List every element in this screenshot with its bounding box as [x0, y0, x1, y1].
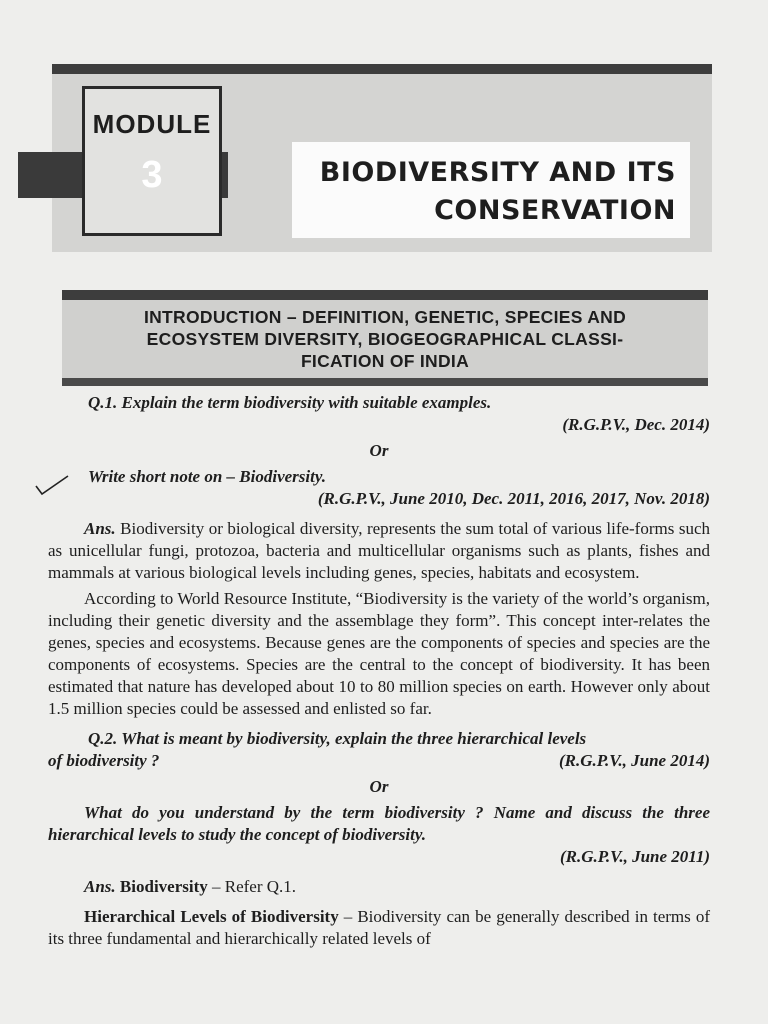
section-title-line1: INTRODUCTION – DEFINITION, GENETIC, SPECIES AND — [143, 307, 627, 327]
q2-alt-question: What do you understand by the term biodiversity ? Name and discuss the three hierarchical levels to study the concept of biodiversity. — [48, 803, 710, 844]
q1-answer-text: Biodiversity or biological diversity, represents the sum total of various life-forms such as unicellular fungi, protozoa, bacteria and multicellular organisms such as plants, fishes and mammals at various biological levels including genes, species, habitats and ecosystem. — [48, 519, 710, 582]
q2-answer-term: Biodiversity — [119, 877, 208, 896]
module-title-line1: BIODIVERSITY AND ITS — [319, 157, 676, 188]
section-title — [62, 306, 708, 372]
q1-answer — [48, 518, 710, 584]
q1-answer-label: Ans. — [84, 519, 116, 538]
module-title-line2: CONSERVATION — [434, 195, 676, 226]
q1-paragraph-2: According to World Resource Institute, “Biodiversity is the variety of the world’s organism, including their genetic diversity and the assemblage they form”. This concept inter-relates the genes, species and ecosystems. Because genes are the components of species and species are the components of ecosystems. Species are the central to the concept of biodiversity. It has been estimated that nature has developed about 10 to 80 million species on earth. However only about 1.5 million species could be assessed and enlisted so far. — [48, 589, 710, 718]
q2-hierarchy-paragraph — [48, 906, 710, 950]
q2-alt-reference: (R.G.P.V., June 2011) — [559, 847, 710, 866]
module-title-box — [292, 142, 690, 238]
module-number: 3 — [141, 154, 163, 196]
module-title — [296, 154, 676, 230]
q2-or: Or — [369, 777, 389, 796]
q2-hierarchy-text: – Biodiversity can be generally described in terms of its three fundamental and hierarchically related levels of — [48, 907, 710, 948]
module-banner — [52, 64, 712, 252]
q2-reference: (R.G.P.V., June 2014) — [559, 751, 710, 770]
q1-or: Or — [369, 441, 389, 460]
page-content — [48, 392, 710, 950]
q1-question: Q.1. Explain the term biodiversity with suitable examples. — [88, 393, 492, 412]
q1-alt-reference: (R.G.P.V., June 2010, Dec. 2011, 2016, 2017, Nov. 2018) — [317, 489, 710, 508]
q2-answer-text: – Refer Q.1. — [207, 877, 297, 896]
section-title-line3: FICATION OF INDIA — [300, 351, 470, 371]
section-title-line2: ECOSYSTEM DIVERSITY, BIOGEOGRAPHICAL CLASSI- — [146, 329, 624, 349]
q2-answer-label: Ans. — [84, 877, 116, 896]
module-label: MODULE — [92, 109, 212, 139]
q2-question-line1: Q.2. What is meant by biodiversity, explain the three hierarchical levels — [88, 729, 587, 748]
q1-alt-question: Write short note on – Biodiversity. — [88, 467, 327, 486]
q2-question-line2: of biodiversity ? — [48, 751, 160, 770]
q2-question-row — [48, 750, 710, 772]
q2-hierarchy-term: Hierarchical Levels of Biodiversity — [84, 907, 339, 926]
q1-reference: (R.G.P.V., Dec. 2014) — [562, 415, 710, 434]
section-banner — [62, 290, 708, 386]
q2-answer — [48, 876, 710, 898]
